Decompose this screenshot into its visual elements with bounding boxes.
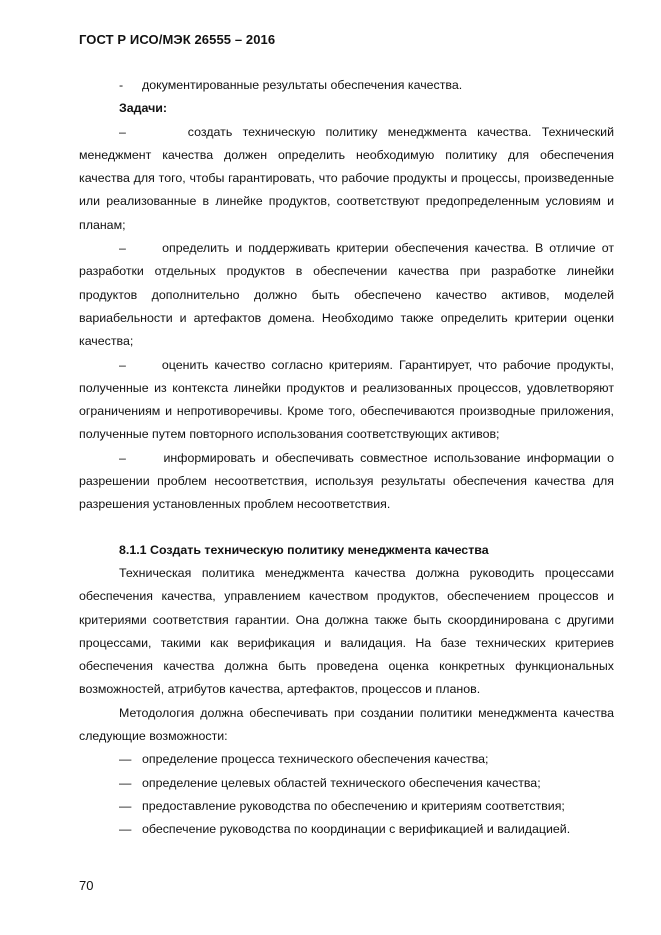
- list-marker: —: [119, 752, 132, 767]
- list-item-text: определение целевых областей технического обеспечения качества;: [142, 775, 541, 790]
- task-text: оценить качество согласно критериям. Гарантирует, что рабочие продукты, полученные из контекста линейки продуктов и реализованных процессов, удовлетворяют ограничениям и непротиворечивы. Кроме того, обеспечиваются производные приложения, полученные путем повторного использования соответствующих активов;: [79, 357, 614, 442]
- section-list-item: [79, 772, 614, 795]
- list-marker: —: [119, 775, 132, 790]
- tasks-label: Задачи:: [119, 101, 168, 116]
- intro-list-item: [79, 74, 614, 97]
- task-item-4: [79, 447, 614, 517]
- section-heading: 8.1.1 Создать техническую политику менеджмента качества: [119, 542, 489, 557]
- task-marker: –: [119, 124, 126, 139]
- task-text: информировать и обеспечивать совместное использование информации о разрешении проблем несоответствия, используя результаты обеспечения качества для разрешения установленных проблем несоответствия.: [79, 450, 614, 512]
- document-body: [79, 74, 614, 842]
- list-item-text: обеспечение руководства по координации с верификацией и валидацией.: [142, 822, 571, 837]
- section-paragraph-2: Методология должна обеспечивать при создании политики менеджмента качества следующие возможности:: [79, 705, 614, 744]
- list-marker: -: [119, 78, 124, 92]
- document-header: ГОСТ Р ИСО/МЭК 26555 – 2016: [79, 32, 276, 47]
- task-item-3: [79, 354, 614, 447]
- section-paragraph-1: Техническая политика менеджмента качества должна руководить процессами обеспечения качества, управлением качеством продуктов, обеспечением процессов и критериями соответствия гарантии. Она должна также быть скоординирована с другими процессами, такими как верификация и валидация. На базе технических критериев обеспечения качества должна быть проведена оценка конкретных функциональных возможностей, атрибутов качества, артефактов, процессов и планов.: [79, 565, 614, 697]
- list-marker: —: [119, 798, 132, 813]
- task-item-1: [79, 121, 614, 237]
- section-list-item: [79, 748, 614, 771]
- task-text: создать техническую политику менеджмента качества. Технический менеджмент качества должен определить необходимую политику для обеспечения качества для того, чтобы гарантировать, что рабочие продукты и процессы, произведенные или реализованные в линейке продуктов, соответствуют предопределенным условиям и планам;: [79, 124, 615, 232]
- page-number: 70: [79, 878, 94, 893]
- list-item-text: предоставление руководства по обеспечению и критериям соответствия;: [142, 798, 565, 813]
- section-list-item: [79, 818, 614, 841]
- task-marker: –: [119, 241, 126, 256]
- task-text: определить и поддерживать критерии обеспечения качества. В отличие от разработки отдельных продуктов в обеспечении качества при разработке линейки продуктов дополнительно должно быть обеспечено качество активов, моделей вариабельности и артефактов домена. Необходимо также определить критерии оценки качества;: [79, 241, 615, 349]
- task-marker: –: [119, 357, 126, 372]
- list-item-text: определение процесса технического обеспечения качества;: [142, 752, 489, 767]
- task-item-2: [79, 237, 614, 353]
- section-list-item: [79, 795, 614, 818]
- list-marker: —: [119, 822, 132, 837]
- task-marker: –: [119, 450, 126, 465]
- list-item-text: документированные результаты обеспечения качества.: [142, 78, 463, 92]
